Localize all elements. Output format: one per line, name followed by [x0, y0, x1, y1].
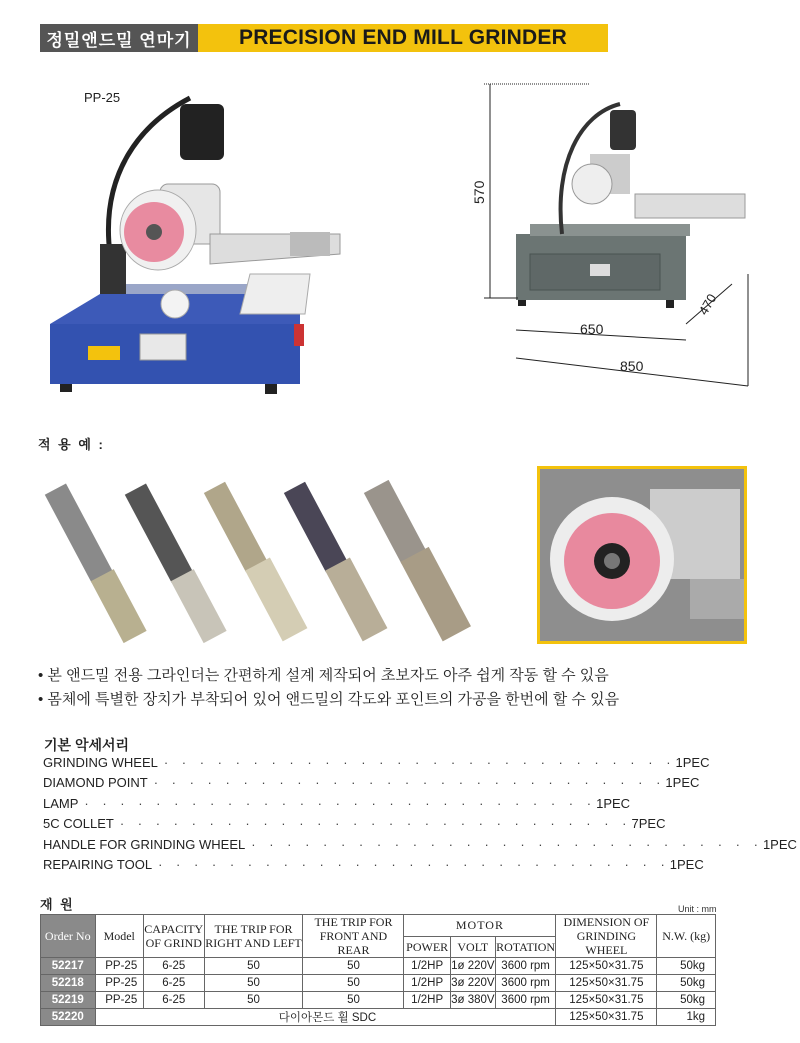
- end-mill-samples: [40, 466, 480, 646]
- cell-trip-rl: 50: [204, 975, 303, 992]
- leader-dots: · · · · · · · · · · · · · · · · · · · · · · · · · · · · ·: [158, 857, 670, 873]
- accessory-row: [43, 773, 700, 794]
- col-capacity: CAPACITY OF GRIND: [143, 915, 204, 958]
- accessory-qty: 1PEC: [665, 775, 700, 791]
- col-nw: N.W. (kg): [657, 915, 716, 958]
- feature-list: [38, 664, 619, 712]
- cell-volt: 1ø 220V: [450, 958, 495, 975]
- cell-order: 52218: [41, 975, 96, 992]
- cell-dimension: 125×50×31.75: [556, 975, 657, 992]
- cell-trip-rl: 50: [204, 958, 303, 975]
- dim-depth: 470: [695, 291, 720, 318]
- cell-power: 1/2HP: [404, 992, 450, 1009]
- cell-dimension: 125×50×31.75: [556, 958, 657, 975]
- cell-capacity: 6-25: [143, 975, 204, 992]
- col-rotation: ROTATION: [495, 936, 556, 958]
- cell-order: 52219: [41, 992, 96, 1009]
- accessory-row: [43, 752, 710, 773]
- cell-model: PP-25: [95, 958, 143, 975]
- cell-rotation: 3600 rpm: [495, 975, 556, 992]
- accessory-row: [43, 793, 631, 814]
- section-application: 적 용 예 :: [38, 437, 105, 452]
- cell-order: 52220: [41, 1009, 96, 1026]
- cell-capacity: 6-25: [143, 958, 204, 975]
- leader-dots: · · · · · · · · · · · · · · · · · · · · · · · · · · · · ·: [163, 754, 676, 770]
- cell-model: PP-25: [95, 992, 143, 1009]
- feature-item: • 몸체에 특별한 장치가 부착되어 있어 앤드밀의 각도와 포인트의 가공을 한번에 할 수 있음: [38, 691, 620, 708]
- accessory-name: GRINDING WHEEL: [43, 754, 158, 770]
- spec-table: [40, 914, 716, 1026]
- leader-dots: · · · · · · · · · · · · · · · · · · · · · · · · · · · · ·: [119, 816, 632, 832]
- accessory-name: LAMP: [43, 795, 79, 811]
- col-trip-rl: THE TRIP FOR RIGHT AND LEFT: [204, 915, 303, 958]
- accessories-title: 기본 악세서리: [44, 737, 130, 753]
- table-row: [41, 992, 716, 1009]
- spec-title: 재 원: [40, 897, 75, 912]
- cell-volt: 3ø 220V: [450, 975, 495, 992]
- accessory-name: DIAMOND POINT: [43, 775, 148, 791]
- accessory-name: 5C COLLET: [43, 816, 114, 832]
- unit-label: Unit : mm: [678, 904, 717, 914]
- cell-trip-rl: 50: [204, 992, 303, 1009]
- accessory-qty: 1PEC: [669, 857, 704, 873]
- col-model: Model: [95, 915, 143, 958]
- cell-trip-fr: 50: [303, 975, 404, 992]
- title-korean: 정밀앤드밀 연마기: [40, 24, 198, 52]
- cell-nw: 1kg: [657, 1009, 716, 1026]
- accessory-row: [43, 834, 797, 855]
- col-trip-fr: THE TRIP FOR FRONT AND REAR: [303, 915, 404, 958]
- title-banner: [40, 24, 608, 52]
- col-volt: VOLT: [450, 936, 495, 958]
- cell-description: 다이아몬드 휠 SDC: [95, 1009, 556, 1026]
- cell-capacity: 6-25: [143, 992, 204, 1009]
- accessory-row: [43, 855, 704, 876]
- accessory-row: [43, 814, 666, 835]
- col-dimension: DIMENSION OF GRINDING WHEEL: [556, 915, 657, 958]
- cell-power: 1/2HP: [404, 975, 450, 992]
- cell-dimension: 125×50×31.75: [556, 992, 657, 1009]
- title-english: PRECISION END MILL GRINDER: [198, 24, 608, 52]
- col-power: POWER: [404, 936, 450, 958]
- cell-model: PP-25: [95, 975, 143, 992]
- accessory-qty: 1PEC: [675, 754, 710, 770]
- accessory-name: REPAIRING TOOL: [43, 857, 153, 873]
- cell-power: 1/2HP: [404, 958, 450, 975]
- leader-dots: · · · · · · · · · · · · · · · · · · · · · · · · · · · · ·: [153, 775, 666, 791]
- machine-photo: [40, 84, 340, 414]
- table-row: [41, 958, 716, 975]
- dim-850: 850: [620, 358, 644, 374]
- col-order-no: Order No: [41, 915, 96, 958]
- wheel-detail-photo: [537, 466, 747, 644]
- table-row: [41, 1009, 716, 1026]
- accessories-list: [43, 752, 797, 875]
- dim-650: 650: [580, 321, 604, 337]
- cell-nw: 50kg: [657, 958, 716, 975]
- model-tag: PP-25: [84, 90, 121, 105]
- cell-nw: 50kg: [657, 975, 716, 992]
- accessory-name: HANDLE FOR GRINDING WHEEL: [43, 836, 246, 852]
- cell-volt: 3ø 380V: [450, 992, 495, 1009]
- cell-dimension: 125×50×31.75: [556, 1009, 657, 1026]
- cell-nw: 50kg: [657, 992, 716, 1009]
- accessory-qty: 1PEC: [762, 836, 797, 852]
- accessory-qty: 7PEC: [631, 816, 666, 832]
- leader-dots: · · · · · · · · · · · · · · · · · · · · · · · · · · · · ·: [84, 795, 597, 811]
- table-row: [41, 975, 716, 992]
- cell-trip-fr: 50: [303, 958, 404, 975]
- col-motor: MOTOR: [404, 915, 556, 937]
- dim-height: 570: [471, 180, 487, 204]
- cell-rotation: 3600 rpm: [495, 958, 556, 975]
- leader-dots: · · · · · · · · · · · · · · · · · · · · · · · · · · · · ·: [251, 836, 763, 852]
- cell-rotation: 3600 rpm: [495, 992, 556, 1009]
- cell-order: 52217: [41, 958, 96, 975]
- accessory-qty: 1PEC: [596, 795, 631, 811]
- dimension-drawing: [470, 84, 770, 404]
- feature-item: • 본 앤드밀 전용 그라인더는 간편하게 설계 제작되어 초보자도 아주 쉽게 작동 할 수 있음: [38, 667, 609, 684]
- cell-trip-fr: 50: [303, 992, 404, 1009]
